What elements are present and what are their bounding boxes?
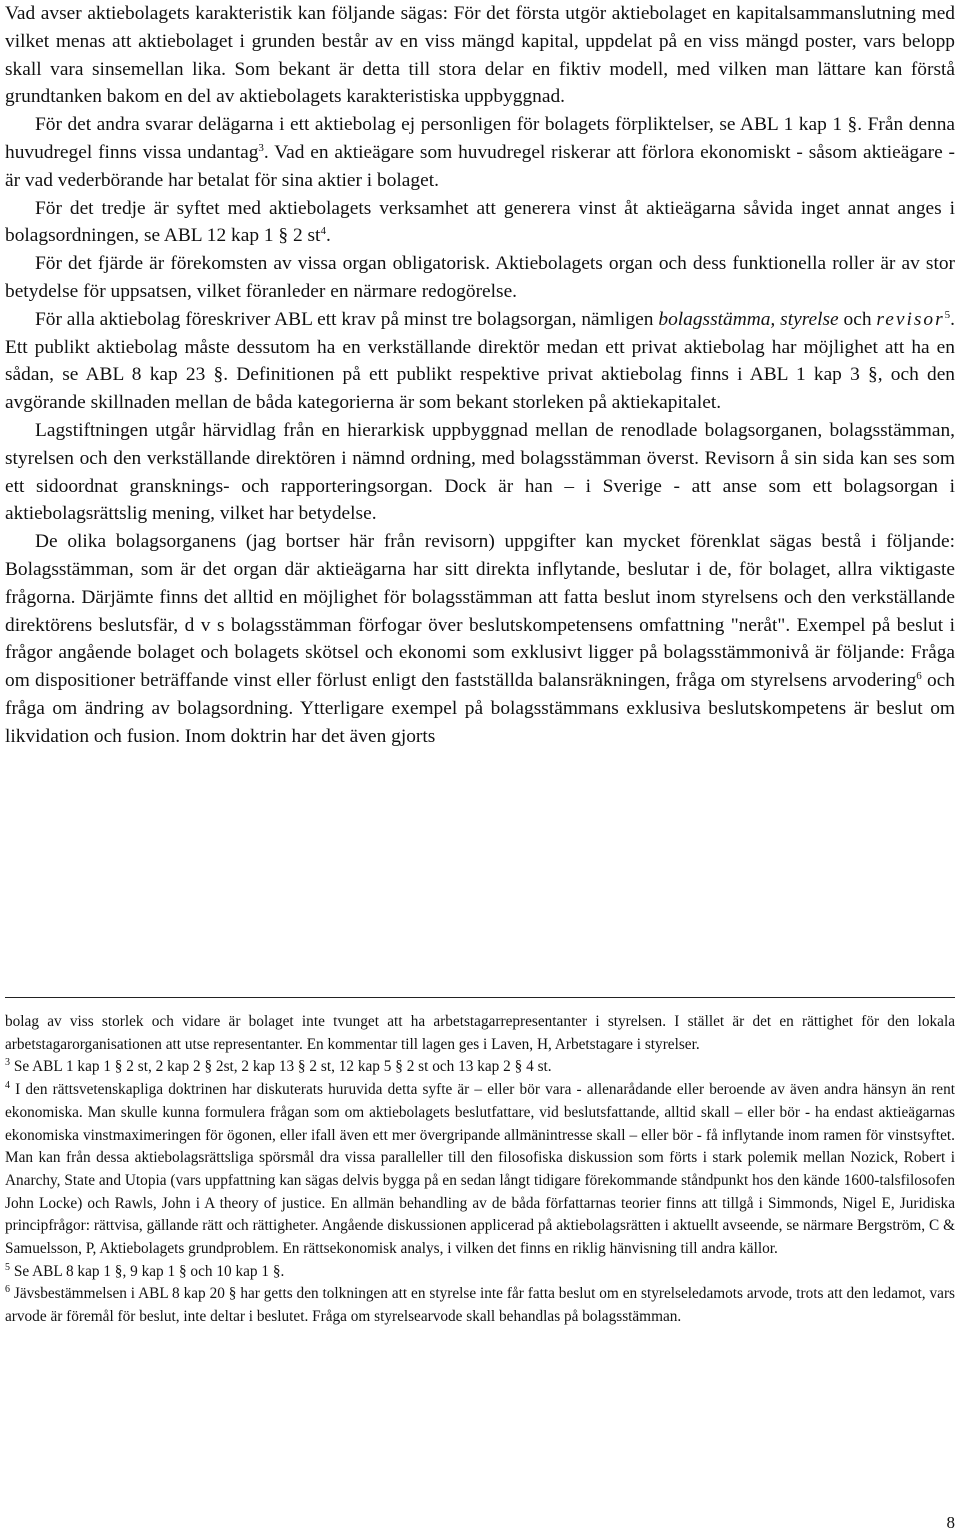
paragraph-5 xyxy=(5,306,955,417)
paragraph-2-text-cont: . Vad en aktieägare som huvudregel riskerar att förlora ekonomiskt - såsom aktieägare - är vad vederbörande har betalat för sina aktier i bolaget. xyxy=(5,141,955,191)
paragraph-2 xyxy=(5,111,955,194)
paragraph-7-text: De olika bolagsorganens (jag bortser här från revisorn) uppgifter kan mycket förenklat sägas bestå i följande: Bolagsstämman, som är det organ där aktieägarna har sitt direkta inflytande, beslutar i de, för bolaget, allra viktigaste frågorna. Därjämte finns det alltid en möjlighet för bolagsstämman att fatta beslut inom styrelsens och den verkställande direktörens beslutsfär, d v s bolagsstämman förfogar över beslutskompetensens omfattning "neråt". Exempel på beslut i frågor angående bolaget och bolagets skötsel och ekonomi som exklusivt ligger på bolagsstämmonivå är följande: Fråga om dispositioner beträffande vinst eller förlust enligt den fastställda balansräkningen, fråga om styrelsens arvodering xyxy=(5,531,955,692)
paragraph-1-text: Vad avser aktiebolagets karakteristik kan följande sägas: För det första utgör aktiebolaget en kapitalsammanslutning med vilket menas att aktiebolaget i grunden består av en viss mängd kapital, uppdelat på en viss mängd poster, vars belopp skall vara sinsemellan lika. Som bekant är detta till stora delar en fiktiv modell, med vilken man lättare kan förstå grundtanken bakom en del av aktiebolagets karakteristiska uppbyggnad. xyxy=(5,3,955,108)
footnote-3-number: 3 xyxy=(5,1057,10,1069)
paragraph-6-text: Lagstiftningen utgår härvidlag från en hierarkisk uppbyggnad mellan de renodlade bolagsorganen, bolagsstämman, styrelsen och den verkställande direktören i nämnd ordning, med bolagsstämman överst. Revisorn å sin sida kan ses som ett sidoordnat gransknings- och rapporteringsorgan. Dock är han – i Sverige - att anse som ett bolagsorgan i aktiebolagsrättslig mening, vilket har betydelse. xyxy=(5,419,955,525)
footnote-ref-4[interactable]: 4 xyxy=(320,225,326,238)
footnote-5 xyxy=(5,1261,955,1284)
paragraph-5-text: För alla aktiebolag föreskriver ABL ett krav på minst tre bolagsorgan, nämligen xyxy=(35,308,659,330)
paragraph-2-text: För det andra svarar delägarna i ett aktiebolag ej personligen för bolagets förpliktelser, se ABL 1 kap 1 §. Från denna huvudregel finns vissa undantag xyxy=(5,114,955,163)
paragraph-4-text: För det fjärde är förekomsten av vissa organ obligatorisk. Aktiebolagets organ och dess funktionella roller är av stor betydelse för uppsatsen, vilket föranleder en närmare redogörelse. xyxy=(5,253,955,302)
footnote-continuation-text: bolag av viss storlek och vidare är bolaget inte tvunget att ha arbetstagarrepresentanter i styrelsen. I stället är det en rättighet för den lokala arbetstagarorganisationen att utse representanter. En kommentar till lagen ges i Laven, H, Arbetstagare i styrelser. xyxy=(5,1013,955,1053)
term-styrelse: styrelse xyxy=(780,308,839,330)
footnote-4-text: I den rättsvetenskapliga doktrinen har diskuterats huruvida detta syfte är – eller bör vara - allenarådande eller beroende av även andra hänsyn än rent ekonomiska. Man skulle kunna formulera frågan som om aktiebolagets beslutfattare, vid beslutsfattande, alltid skall – eller bör - ha endast aktieägarnas ekonomiska vinstmaximeringen för ögonen, eller ifall även ett mer övergripande allmänintresse skall – eller bör - få inflytande inom ramen för vinstsyftet. Man kan från dessa aktiebolagsrättsliga spörsmål dra vissa paralleller till den filosofiska diskussion som förts i stark polemik mellan Nozick, Robert i Anarchy, State and Utopia (vars uppfattning kan sägas delvis bygga på en sedan långt tidigare förekommande ståndpunkt hos den kände 1600-talsfilosofen John Locke) och Rawls, John i A theory of justice. En allmän behandling av de båda författarnas teorier finns att tillgå i Simmonds, Nigel E, Juridiska principfrågor: rättvisa, gällande rätt och rättigheter. Angående diskussionen applicerad på aktiebolagsrätten i aktuellt avseende, se närmare Bergström, C & Samuelsson, P, Aktiebolagets grundproblem. En rättsekonomisk analys, i vilken det finns en riklig hänvisning till andra källor. xyxy=(5,1081,955,1258)
paragraph-6 xyxy=(5,417,955,528)
footnote-3 xyxy=(5,1056,955,1079)
paragraph-5-text-cont: . Ett publikt aktiebolag måste dessutom ha en verkställande direktör medan ett privat aktiebolag har möjlighet att ha en sådan, se ABL 8 kap 23 §. Definitionen på ett publikt respektive privat aktiebolag finns i ABL 1 kap 3 §, och den avgörande skillnaden mellan de båda kategorierna är som bekant storleken på aktiekapitalet. xyxy=(5,308,955,414)
footnote-6-number: 6 xyxy=(5,1284,10,1296)
term-conjunction: och xyxy=(838,308,877,330)
paragraph-3 xyxy=(5,195,955,251)
footnotes xyxy=(5,1011,955,1329)
term-revisor: revisor xyxy=(876,308,945,330)
footnote-4-number: 4 xyxy=(5,1080,10,1092)
footnote-ref-3[interactable]: 3 xyxy=(258,141,264,154)
footnote-separator xyxy=(5,997,955,998)
term-bolagsstamma: bolagsstämma xyxy=(658,308,771,330)
footnote-3-text: Se ABL 1 kap 1 § 2 st, 2 kap 2 § 2st, 2 kap 13 § 2 st, 12 kap 5 § 2 st och 13 kap 2 § 4 st. xyxy=(10,1058,552,1076)
term-separator: , xyxy=(770,308,781,330)
page-number: 8 xyxy=(946,1513,955,1532)
footnote-ref-6[interactable]: 6 xyxy=(916,670,922,683)
footnote-6 xyxy=(5,1283,955,1328)
footnote-ref-5[interactable]: 5 xyxy=(944,308,951,321)
paragraph-3-text-cont: . xyxy=(325,225,331,247)
paragraph-7 xyxy=(5,528,955,750)
footnote-5-text: Se ABL 8 kap 1 §, 9 kap 1 § och 10 kap 1 §. xyxy=(10,1262,285,1280)
paragraph-7-text-cont: och fråga om ändring av bolagsordning. Ytterligare exempel på bolagsstämmans exklusiva beslutskompetens är beslut om likvidation och fusion. Inom doktrin har det även gjorts xyxy=(5,670,955,747)
main-text xyxy=(5,0,955,751)
paragraph-3-text: För det tredje är syftet med aktiebolagets verksamhet att generera vinst åt aktieägarna såvida inget annat anges i bolagsordningen, se ABL 12 kap 1 § 2 st xyxy=(5,197,955,247)
paragraph-4 xyxy=(5,250,955,306)
footnote-6-text: Jävsbestämmelsen i ABL 8 kap 20 § har getts den tolkningen att en styrelse inte får fatta beslut om en styrelseledamots arvode, trots att den ledamot, vars arvode är föremål för beslut, inte deltar i beslutet. Fråga om styrelsearvode skall behandlas på bolagsstämman. xyxy=(5,1285,955,1326)
footnote-4 xyxy=(5,1079,955,1261)
paragraph-1 xyxy=(5,0,955,111)
footnote-continuation xyxy=(5,1011,955,1056)
footnote-5-number: 5 xyxy=(5,1261,10,1273)
